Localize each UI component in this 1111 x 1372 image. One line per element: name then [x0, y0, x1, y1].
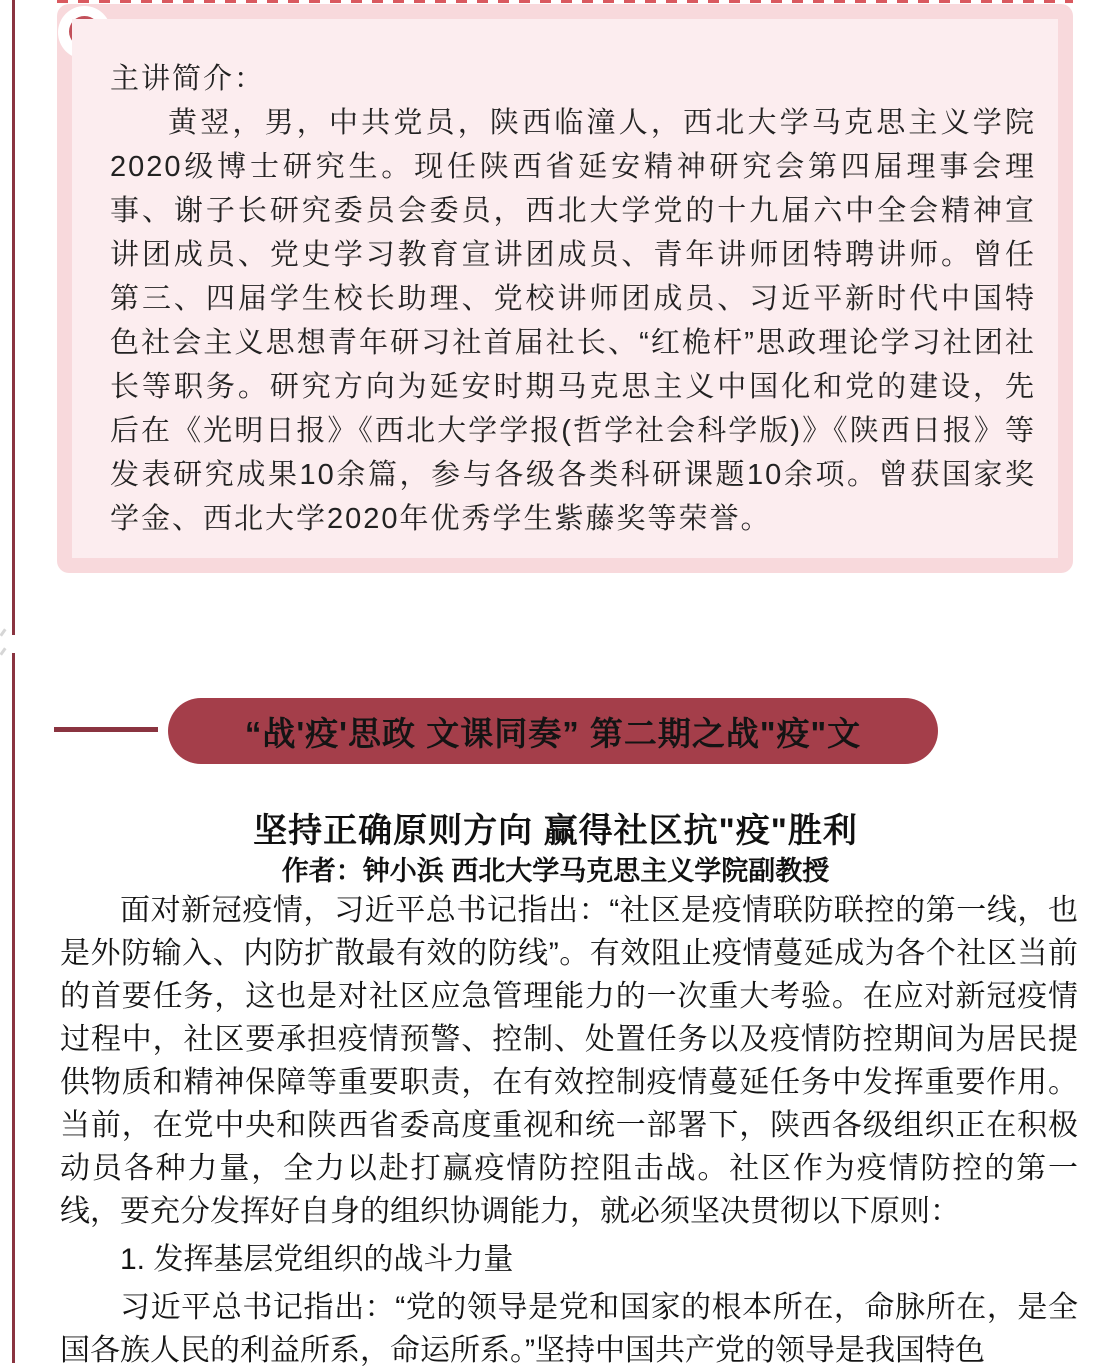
speaker-intro-card [57, 4, 1073, 573]
section-banner-label: “战'疫'思政 文课同奏” 第二期之战"疫"文 [244, 714, 862, 752]
article-body [60, 889, 1078, 1372]
body-paragraph: 面对新冠疫情，习近平总书记指出：“社区是疫情联防联控的第一线，也是外防输入、内防扩散最有效的防线”。有效阻止疫情蔓延成为各个社区当前的首要任务，这也是对社区应急管理能力的一次重大考验。在应对新冠疫情过程中，社区要承担疫情预警、控制、处置任务以及疫情防控期间为居民提供物质和精神保障等重要职责，在有效控制疫情蔓延任务中发挥重要作用。当前，在党中央和陕西省委高度重视和统一部署下，陕西各级组织正在积极动员各种力量，全力以赴打赢疫情防控阻击战。社区作为疫情防控的第一线，要充分发挥好自身的组织协调能力，就必须坚决贯彻以下原则： [60, 894, 1078, 1228]
speaker-intro-text [110, 57, 1036, 541]
body-paragraph: 习近平总书记指出：“党的领导是党和国家的根本所在，命脉所在，是全国各族人民的利益所系，命运所系。”坚持中国共产党的领导是我国特色 [60, 1291, 1078, 1367]
banner-left-dash [54, 727, 158, 732]
speaker-bio-paragraph: 黄翌，男，中共党员，陕西临潼人，西北大学马克思主义学院2020级博士研究生。现任陕西省延安精神研究会第四届理事会理事、谢子长研究委员会委员，西北大学党的十九届六中全会精神宣讲团成员、党史学习教育宣讲团成员、青年讲师团特聘讲师。曾任第三、四届学生校长助理、党校讲师团成员、习近平新时代中国特色社会主义思想青年研习社首届社长、“红桅杆”思政理论学习社团社长等职务。研究方向为延安时期马克思主义中国化和党的建设，先后在《光明日报》《西北大学学报(哲学社会科学版)》《陕西日报》等发表研究成果10余篇，参与各级各类科研课题10余项。曾获国家奖学金、西北大学2020年优秀学生紫藤奖等荣誉。 [110, 107, 1036, 535]
page-edge-mark [0, 647, 7, 655]
left-accent-rule-top [12, 0, 15, 635]
top-dashed-divider [57, 0, 1073, 3]
section-banner [168, 698, 938, 764]
speaker-intro-heading: 主讲简介： [110, 63, 266, 95]
speaker-intro-card-inner [72, 19, 1058, 558]
article-title: 坚持正确原则方向 赢得社区抗"疫"胜利 [253, 812, 858, 850]
article-author: 作者：钟小浜 西北大学马克思主义学院副教授 [281, 856, 830, 886]
body-subheading: 1. 发挥基层党组织的战斗力量 [120, 1243, 514, 1276]
left-accent-rule-bottom [12, 653, 15, 1363]
page-edge-mark [0, 628, 7, 636]
